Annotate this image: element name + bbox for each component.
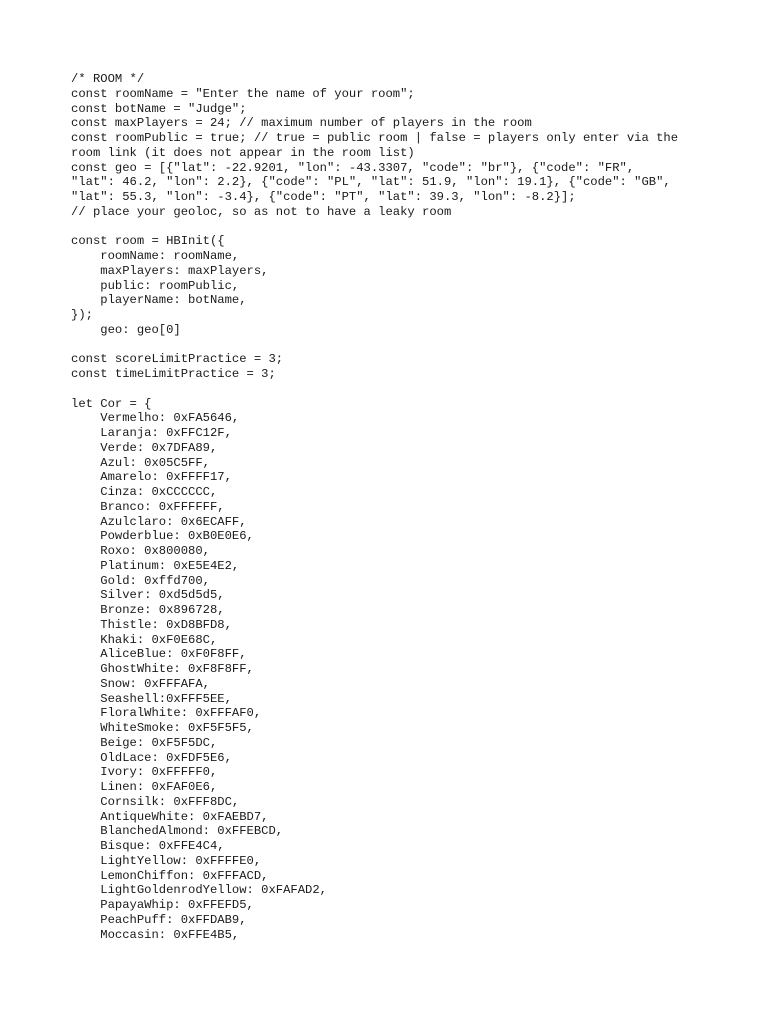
code-line: Roxo: 0x800080,	[71, 544, 210, 558]
code-line: Vermelho: 0xFA5646,	[71, 411, 240, 426]
code-line: Amarelo: 0xFFFF17,	[71, 470, 232, 485]
code-line: Platinum: 0xE5E4E2,	[71, 558, 240, 573]
code-line: let Cor = {	[71, 396, 152, 411]
code-line: PeachPuff: 0xFFDAB9,	[71, 912, 247, 927]
code-line: Beige: 0xF5F5DC,	[71, 735, 218, 750]
code-line: Thistle: 0xD8BFD8,	[71, 617, 232, 632]
code-line: FloralWhite: 0xFFFAF0,	[71, 706, 262, 721]
code-line: BlanchedAlmond: 0xFFEBCD,	[71, 824, 284, 839]
code-line: const room = HBInit({	[71, 234, 225, 249]
code-line: OldLace: 0xFDF5E6,	[71, 750, 232, 765]
code-line: Linen: 0xFAF0E6,	[71, 780, 218, 794]
code-line	[71, 382, 731, 397]
code-line: Powderblue: 0xB0E0E6,	[71, 529, 254, 544]
code-line: // place your geoloc, so as not to have a leaky room	[71, 204, 452, 219]
code-line	[71, 220, 731, 235]
code-line: public: roomPublic,	[71, 278, 240, 293]
code-line: });	[71, 308, 93, 322]
code-line: const botName = "Judge";	[71, 101, 247, 116]
code-line: const geo = [{"lat": -22.9201, "lon": -43.3307, "code": "br"}, {"code": "FR",	[71, 160, 635, 175]
code-line: Laranja: 0xFFC12F,	[71, 426, 232, 440]
code-line: "lat": 46.2, "lon": 2.2}, {"code": "PL", "lat": 51.9, "lon": 19.1}, {"code": "GB",	[71, 175, 671, 190]
code-line: Branco: 0xFFFFFF,	[71, 499, 225, 514]
code-line: geo: geo[0]	[71, 322, 181, 337]
code-line: AliceBlue: 0xF0F8FF,	[71, 647, 247, 662]
code-line: "lat": 55.3, "lon": -3.4}, {"code": "PT", "lat": 39.3, "lon": -8.2}];	[71, 190, 576, 204]
code-line: Cornsilk: 0xFFF8DC,	[71, 794, 240, 809]
code-line: const roomName = "Enter the name of your room";	[71, 86, 415, 101]
code-line: Verde: 0x7DFA89,	[71, 440, 218, 455]
code-line: LemonChiffon: 0xFFFACD,	[71, 868, 269, 883]
code-line: const timeLimitPractice = 3;	[71, 367, 276, 381]
code-line: Gold: 0xffd700,	[71, 573, 210, 588]
code-line: Bisque: 0xFFE4C4,	[71, 839, 225, 853]
code-line: maxPlayers: maxPlayers,	[71, 263, 269, 278]
code-listing	[71, 72, 731, 942]
code-line: AntiqueWhite: 0xFAEBD7,	[71, 809, 269, 824]
code-line: LightGoldenrodYellow: 0xFAFAD2,	[71, 883, 327, 898]
code-line	[71, 338, 731, 353]
code-line: /* ROOM */	[71, 72, 145, 86]
code-line: Bronze: 0x896728,	[71, 603, 225, 617]
code-line: playerName: botName,	[71, 293, 247, 308]
code-line: WhiteSmoke: 0xF5F5F5,	[71, 721, 254, 735]
code-line: roomName: roomName,	[71, 249, 240, 263]
code-line: const roomPublic = true; // true = public room | false = players only enter via the	[71, 131, 679, 145]
code-line: PapayaWhip: 0xFFEFD5,	[71, 898, 254, 912]
code-line: Snow: 0xFFFAFA,	[71, 676, 210, 691]
code-line: const maxPlayers = 24; // maximum number of players in the room	[71, 116, 532, 131]
code-line: LightYellow: 0xFFFFE0,	[71, 853, 262, 868]
code-line: Khaki: 0xF0E68C,	[71, 632, 218, 647]
code-line: Silver: 0xd5d5d5,	[71, 588, 225, 603]
code-line: room link (it does not appear in the room list)	[71, 145, 415, 160]
code-line: Moccasin: 0xFFE4B5,	[71, 927, 240, 942]
code-line: GhostWhite: 0xF8F8FF,	[71, 662, 254, 676]
code-line: Ivory: 0xFFFFF0,	[71, 765, 218, 780]
code-line: Seashell:0xFFF5EE,	[71, 691, 232, 706]
code-line: const scoreLimitPractice = 3;	[71, 352, 284, 367]
code-line: Azulclaro: 0x6ECAFF,	[71, 514, 247, 529]
code-line: Azul: 0x05C5FF,	[71, 455, 210, 470]
code-line: Cinza: 0xCCCCCC,	[71, 485, 218, 499]
